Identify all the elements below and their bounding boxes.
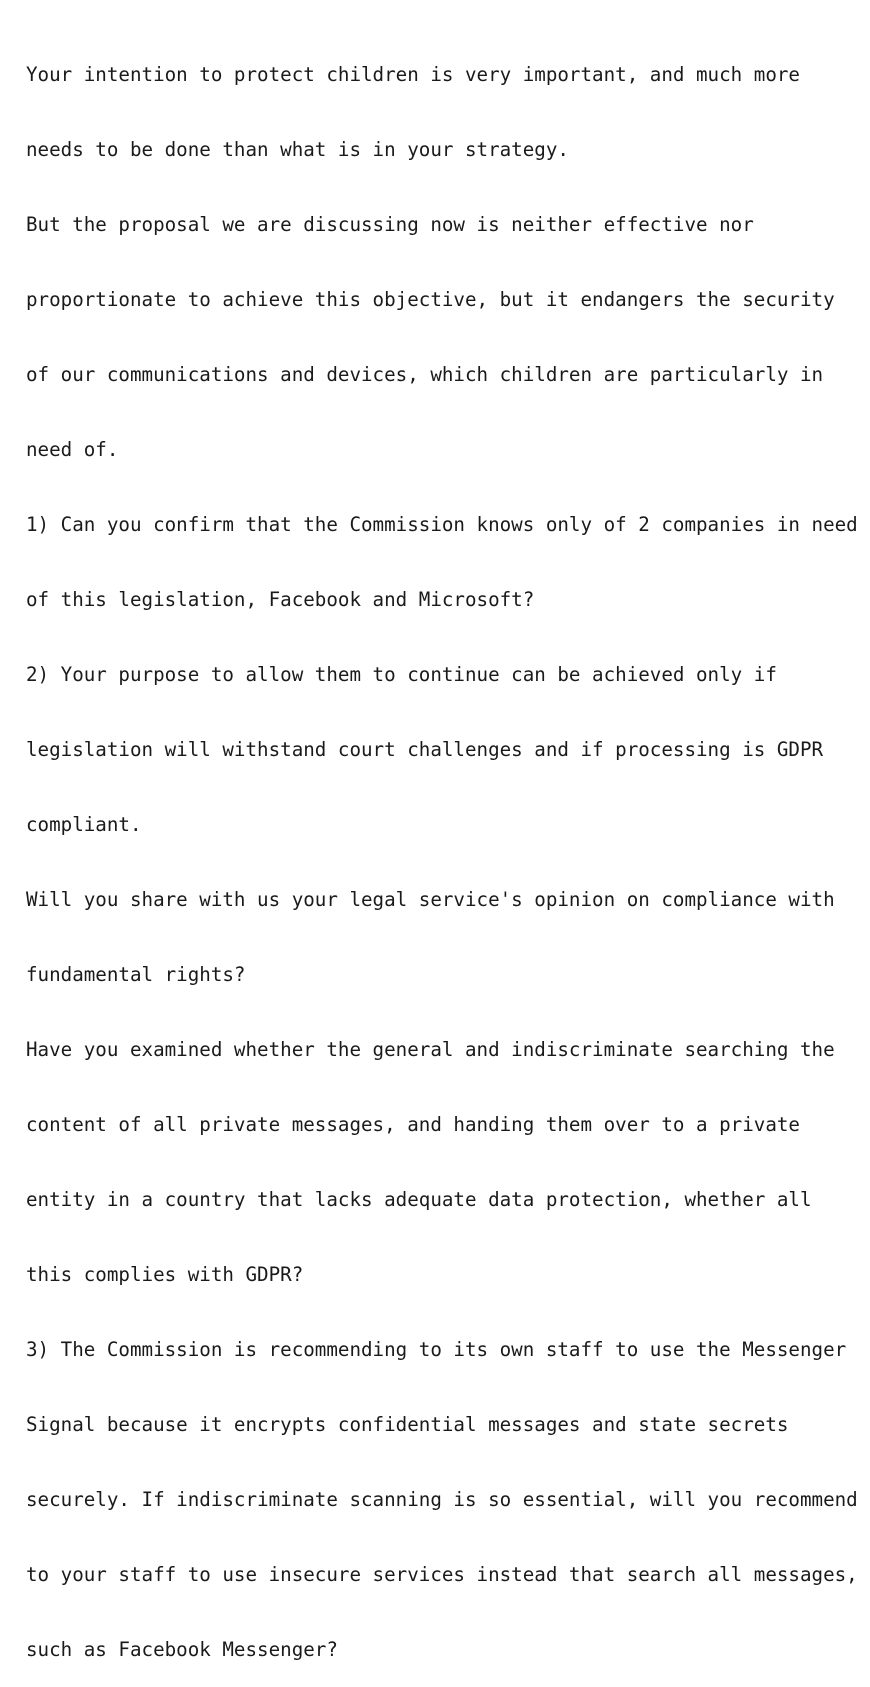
text-line: 1) Can you confirm that the Commission knows only of 2 companies in need (26, 513, 858, 536)
text-line: such as Facebook Messenger? (26, 1638, 338, 1661)
text-line: But the proposal we are discussing now is neither effective nor (26, 213, 754, 236)
text-line: content of all private messages, and handing them over to a private (26, 1113, 800, 1136)
text-line: this complies with GDPR? (26, 1263, 304, 1286)
text-line: securely. If indiscriminate scanning is so essential, will you recommend (26, 1488, 858, 1511)
text-line: to your staff to use insecure services instead that search all messages, (26, 1563, 858, 1586)
text-line: Your intention to protect children is very important, and much more (26, 63, 800, 86)
text-line: 3) The Commission is recommending to its own staff to use the Messenger (26, 1338, 847, 1361)
text-line: legislation will withstand court challenges and if processing is GDPR (26, 738, 824, 761)
text-line: Signal because it encrypts confidential messages and state secrets (26, 1413, 789, 1436)
text-line: Have you examined whether the general and indiscriminate searching the (26, 1038, 835, 1061)
text-line: of our communications and devices, which children are particularly in (26, 363, 824, 386)
text-line: Will you share with us your legal service's opinion on compliance with (26, 888, 835, 911)
text-line: of this legislation, Facebook and Microsoft? (26, 588, 535, 611)
text-line: compliant. (26, 813, 142, 836)
text-line: need of. (26, 438, 119, 461)
text-line: entity in a country that lacks adequate data protection, whether all (26, 1188, 812, 1211)
text-line: fundamental rights? (26, 963, 246, 986)
document-text (26, 12, 858, 1687)
text-line: 2) Your purpose to allow them to continue can be achieved only if (26, 663, 777, 686)
text-line: needs to be done than what is in your strategy. (26, 138, 569, 161)
text-line: proportionate to achieve this objective, but it endangers the security (26, 288, 835, 311)
